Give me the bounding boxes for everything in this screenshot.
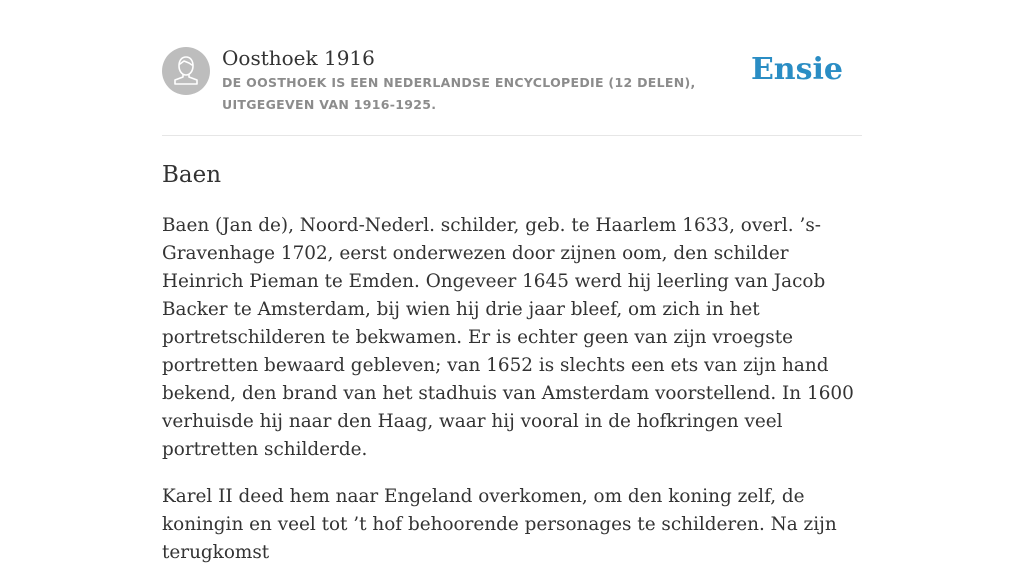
user-icon (162, 47, 210, 95)
avatar[interactable] (162, 47, 210, 95)
article-body (162, 212, 862, 586)
source-name[interactable]: Oosthoek 1916 (222, 46, 375, 70)
article-title: Baen (162, 162, 222, 188)
page-container (162, 0, 862, 563)
source-header (162, 0, 862, 136)
article-paragraph: Karel II deed hem naar Engeland overkomen, om den koning zelf, de koningin en veel tot ’t hof behoorende personages te schilderen. Na zijn terugkomst (162, 486, 837, 563)
brand-logo[interactable]: Ensie (750, 52, 843, 87)
source-description: DE OOSTHOEK IS EEN NEDERLANDSE ENCYCLOPEDIE (12 DELEN), UITGEGEVEN VAN 1916-1925. (222, 75, 696, 112)
article-paragraph: Baen (Jan de), Noord-Nederl. schilder, geb. te Haarlem 1633, overl. ’s-Gravenhage 1702, eerst onderwezen door zijnen oom, den schilder Heinrich Pieman te Emden. Ongeveer 1645 werd hij leerling van Jacob Backer te Amsterdam, bij wien hij drie jaar bleef, om zich in het portretschilderen te bekwamen. Er is echter geen van zijn vroegste portretten bewaard gebleven; van 1652 is slechts een ets van zijn hand bekend, den brand van het stadhuis van Amsterdam voorstellend. In 1600 verhuisde hij naar den Haag, waar hij vooral in de hofkringen veel portretten schilderde. (162, 215, 854, 460)
